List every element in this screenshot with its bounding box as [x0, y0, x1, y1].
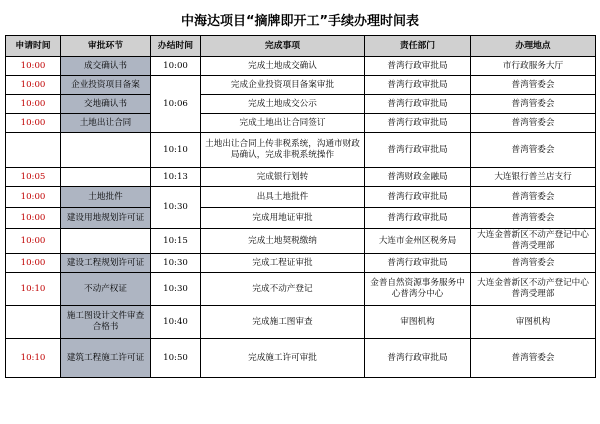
place: 普湾管委会 [471, 254, 596, 273]
schedule-table [5, 35, 596, 378]
task: 完成不动产登记 [201, 273, 365, 306]
approval-step: 不动产权证 [61, 273, 151, 306]
apply-time: 10:10 [6, 339, 61, 378]
approval-step [61, 168, 151, 187]
place: 普湾管委会 [471, 208, 596, 229]
department: 普湾行政审批局 [365, 254, 471, 273]
page-title: 中海达项目“摘牌即开工”手续办理时间表 [180, 14, 420, 29]
department: 普湾行政审批局 [365, 339, 471, 378]
done-time: 10:00 [151, 57, 201, 76]
table-row [6, 273, 596, 306]
approval-step: 建设用地规划许可证 [61, 208, 151, 229]
place: 审图机构 [471, 306, 596, 339]
apply-time [6, 306, 61, 339]
done-time: 10:13 [151, 168, 201, 187]
done-time: 10:30 [151, 273, 201, 306]
task: 土地出让合同上传非税系统，沟通市财政局确认，完成非税系统操作 [201, 133, 365, 168]
done-time: 10:15 [151, 229, 201, 254]
task: 完成银行划转 [201, 168, 365, 187]
department: 普湾行政审批局 [365, 76, 471, 95]
approval-step: 建设工程规划许可证 [61, 254, 151, 273]
table-row [6, 76, 596, 95]
done-time: 10:30 [151, 254, 201, 273]
table-row [6, 168, 596, 187]
apply-time: 10:00 [6, 57, 61, 76]
approval-step: 企业投资项目备案 [61, 76, 151, 95]
table-row [6, 208, 596, 229]
task: 完成企业投资项目备案审批 [201, 76, 365, 95]
task: 完成用地证审批 [201, 208, 365, 229]
done-time: 10:10 [151, 133, 201, 168]
task: 完成工程证审批 [201, 254, 365, 273]
col-done-time: 办结时间 [151, 36, 201, 57]
apply-time: 10:05 [6, 168, 61, 187]
apply-time [6, 133, 61, 168]
department: 普湾行政审批局 [365, 133, 471, 168]
table-row [6, 57, 596, 76]
table-row [6, 187, 596, 208]
task: 完成施工许可审批 [201, 339, 365, 378]
place: 普湾管委会 [471, 76, 596, 95]
place: 普湾管委会 [471, 114, 596, 133]
apply-time: 10:00 [6, 208, 61, 229]
department: 普湾行政审批局 [365, 95, 471, 114]
table-row [6, 339, 596, 378]
approval-step: 施工图设计文件审查合格书 [61, 306, 151, 339]
place: 普湾管委会 [471, 187, 596, 208]
approval-step: 交地确认书 [61, 95, 151, 114]
apply-time: 10:00 [6, 254, 61, 273]
apply-time: 10:00 [6, 229, 61, 254]
done-time: 10:40 [151, 306, 201, 339]
task: 完成施工图审查 [201, 306, 365, 339]
department: 普湾行政审批局 [365, 187, 471, 208]
department: 金普自然资源事务服务中心普湾分中心 [365, 273, 471, 306]
task: 完成土地契税缴纳 [201, 229, 365, 254]
approval-step: 土地批件 [61, 187, 151, 208]
place: 大连金普新区不动产登记中心普湾受理部 [471, 229, 596, 254]
header-row [6, 36, 596, 57]
approval-step [61, 133, 151, 168]
col-place: 办理地点 [471, 36, 596, 57]
place: 普湾管委会 [471, 339, 596, 378]
col-task: 完成事项 [201, 36, 365, 57]
apply-time: 10:00 [6, 95, 61, 114]
place: 大连银行普兰店支行 [471, 168, 596, 187]
apply-time: 10:00 [6, 76, 61, 95]
table-row [6, 229, 596, 254]
place: 大连金普新区不动产登记中心普湾受理部 [471, 273, 596, 306]
col-department: 责任部门 [365, 36, 471, 57]
col-apply-time: 申请时间 [6, 36, 61, 57]
department: 大连市金州区税务局 [365, 229, 471, 254]
apply-time: 10:00 [6, 114, 61, 133]
approval-step: 土地出让合同 [61, 114, 151, 133]
place: 普湾管委会 [471, 133, 596, 168]
done-time: 10:06 [151, 76, 201, 133]
col-approval-step: 审批环节 [61, 36, 151, 57]
table-row [6, 306, 596, 339]
table-row [6, 95, 596, 114]
table-row [6, 254, 596, 273]
department: 普湾财政金融局 [365, 168, 471, 187]
table-row [6, 114, 596, 133]
approval-step: 建筑工程施工许可证 [61, 339, 151, 378]
approval-step [61, 229, 151, 254]
department: 审图机构 [365, 306, 471, 339]
done-time: 10:30 [151, 187, 201, 229]
approval-step: 成交确认书 [61, 57, 151, 76]
task: 完成土地出让合同签订 [201, 114, 365, 133]
place: 普湾管委会 [471, 95, 596, 114]
task: 完成土地成交确认 [201, 57, 365, 76]
task: 完成土地成交公示 [201, 95, 365, 114]
task: 出具土地批件 [201, 187, 365, 208]
table-row [6, 133, 596, 168]
department: 普湾行政审批局 [365, 208, 471, 229]
apply-time: 10:00 [6, 187, 61, 208]
apply-time: 10:10 [6, 273, 61, 306]
place: 市行政服务大厅 [471, 57, 596, 76]
department: 普湾行政审批局 [365, 114, 471, 133]
department: 普湾行政审批局 [365, 57, 471, 76]
done-time: 10:50 [151, 339, 201, 378]
